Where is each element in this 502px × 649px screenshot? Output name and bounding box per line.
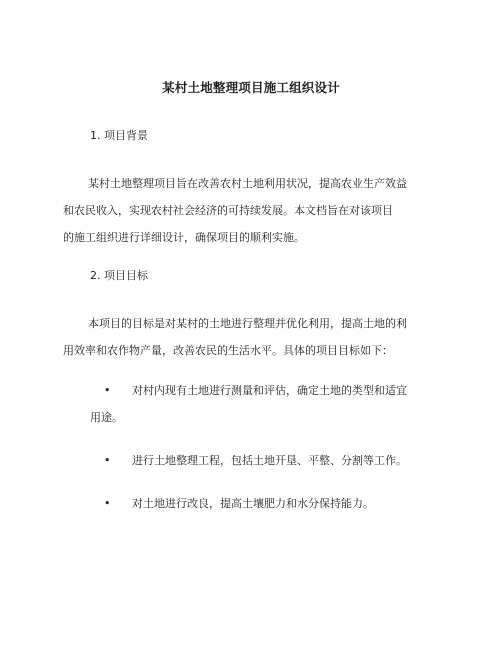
list-item-continuation: 用途。: [90, 411, 123, 424]
paragraph-line: 和农民收入，实现农村社会经济的可持续发展。本文档旨在对该项目: [63, 204, 393, 217]
document-title: 某村土地整理项目施工组织设计: [162, 80, 340, 95]
section-heading-goals: 2. 项目目标: [90, 269, 148, 282]
bullet-icon: •: [104, 497, 111, 510]
section-heading-background: 1. 项目背景: [90, 129, 148, 142]
bullet-icon: •: [104, 384, 111, 397]
paragraph-line: 的施工组织进行详细设计，确保项目的顺利实施。: [63, 231, 305, 244]
paragraph-line: 本项目的目标是对某村的土地进行整理并优化利用，提高土地的利: [88, 317, 407, 330]
paragraph-line: 用效率和农作物产量，改善农民的生活水平。具体的项目目标如下：: [63, 344, 393, 357]
list-item-text: 进行土地整理工程，包括土地开垦、平整、分割等工作。: [132, 454, 407, 467]
list-item-text: 对村内现有土地进行测量和评估，确定土地的类型和适宜: [132, 384, 407, 397]
list-item-text: 对土地进行改良，提高土壤肥力和水分保持能力。: [132, 497, 374, 510]
paragraph-line: 某村土地整理项目旨在改善农村土地利用状况，提高农业生产效益: [88, 177, 407, 190]
bullet-icon: •: [104, 454, 111, 467]
